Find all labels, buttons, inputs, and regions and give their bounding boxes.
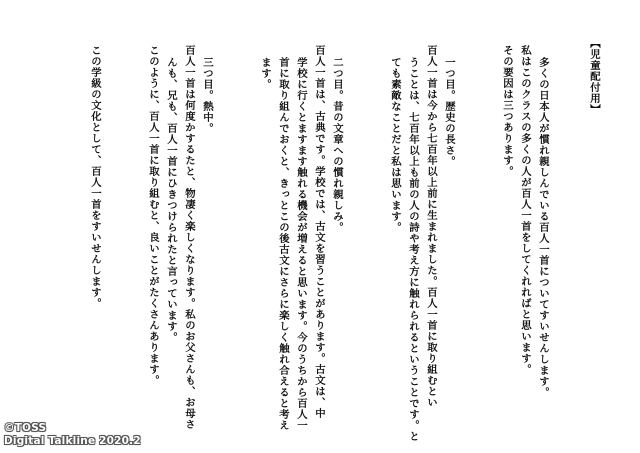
copyright-text: ©TOSS [4, 422, 47, 434]
text-column: んも、兄も、百人一首にひきつけられたと言っています。 [165, 57, 177, 343]
text-column: 百人一首は、古典です。学校では、古文を習うことがあります。古文は、中 [313, 45, 325, 419]
text-column: 百人一首は何度かするたと、物凄く楽しくなります。私のお父さんも、お母さ [183, 45, 195, 430]
watermark [4, 422, 141, 448]
text-column: ます。 [259, 57, 271, 90]
text-column: 首に取り組んでおくと、きっとこの後古文にさらに楽しく触れ合えると考え [277, 57, 289, 431]
text-column: ても素敵なことだと私は思います。 [389, 57, 401, 233]
text-column: 学校に行くとますます触れる機会が増えると思います。今のうちから百人一 [295, 57, 307, 431]
text-column: 三つ目。熱中。 [201, 57, 213, 134]
text-column: その要因は三つあります。 [501, 45, 513, 177]
text-column: 百人一首は今から七百年以上前に生まれました。百人一首に取り組むとい [425, 45, 437, 408]
text-column: このように、百人一首に取り組むと、良いことがたくさんあります。 [147, 45, 159, 386]
text-column: 一つ目。歴史の長さ。 [443, 57, 455, 167]
text-column: 二つ目。昔の文章への慣れ親しみ。 [331, 57, 343, 233]
text-column: 多くの日本人が慣れ親しんでいる百人一首についてすいせんします。 [537, 57, 549, 398]
text-column: 私はこのクラスの多くの人が百人一首をしてくれればと思います。 [519, 45, 531, 375]
text-column: うことは、七百年以上も前の人の詩や考え方に触れられるということです。と [407, 57, 419, 442]
text-column: この学級の文化として、百人一首をすいせんします。 [89, 45, 101, 309]
product-text: Digital Talkline 2020.2 [4, 435, 141, 447]
document-heading: 【児童配付用】 [588, 38, 600, 115]
